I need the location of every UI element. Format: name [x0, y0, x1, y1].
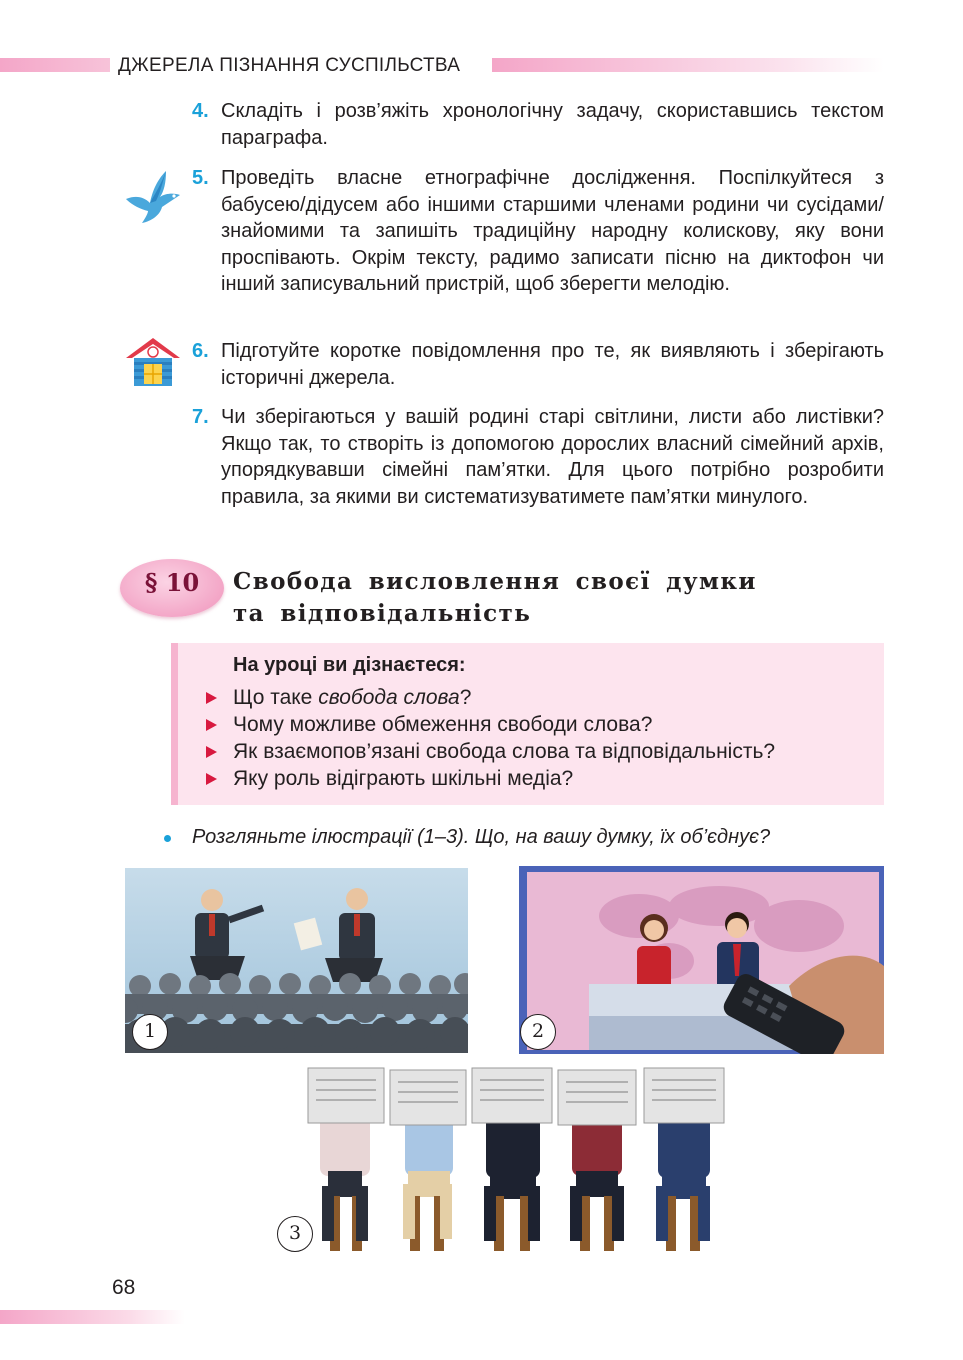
- running-header: ДЖЕРЕЛА ПІЗНАННЯ СУСПІЛЬСТВА: [118, 55, 461, 76]
- footer-band: [0, 1310, 185, 1324]
- learning-heading: На уроці ви дізнаєтеся:: [233, 654, 466, 676]
- illustration-debate: [125, 868, 468, 1053]
- dove-icon: [122, 165, 184, 225]
- learning-list: [200, 684, 775, 792]
- task-5: [192, 165, 884, 298]
- figure-label: 3: [277, 1216, 313, 1252]
- arrow-bullet-icon: [206, 719, 217, 731]
- task-text: Підготуйте коротке повідомлення про те, як виявляють і зберігають історичні джерела.: [221, 340, 884, 389]
- task-text: Складіть і розв’яжіть хронологічну задачу, скориставшись текстом параграфа.: [221, 100, 884, 149]
- illustration-newspaper-readers: [300, 1066, 740, 1256]
- arrow-bullet-icon: [206, 746, 217, 758]
- illustration-news-tv: [519, 866, 884, 1054]
- task-7: [192, 404, 884, 510]
- arrow-bullet-icon: [206, 692, 217, 704]
- figure-label: 2: [520, 1014, 556, 1050]
- task-6: [192, 338, 884, 391]
- task-text: Чи зберігаються у вашій родині старі світлини, листи або листівки? Якщо так, то створіть із допомогою дорослих власний сімейний архів, упорядкувавши сімейні пам’ятки. Для цього потрібно розробити правила, за якими ви систематизуватимете пам’ятки минулого.: [221, 406, 884, 508]
- figure-label: 1: [132, 1014, 168, 1050]
- task-4: [192, 98, 884, 151]
- discussion-question: Розгляньте ілюстрації (1–3). Що, на вашу думку, їх об’єднує?: [192, 826, 771, 848]
- paragraph-title-line2: та відповідальність: [233, 600, 532, 627]
- task-number: 4.: [192, 100, 209, 122]
- page-number: 68: [112, 1276, 136, 1299]
- task-number: 5.: [192, 167, 209, 189]
- house-icon: [124, 336, 182, 388]
- paragraph-title: [233, 566, 833, 630]
- header-band-left: [0, 58, 110, 72]
- list-item: Як взаємопов’язані свобода слова та відповідальність?: [200, 738, 775, 765]
- list-item: Що таке свобода слова?: [200, 684, 775, 711]
- paragraph-title-line1: Свобода висловлення своєї думки: [233, 568, 757, 595]
- task-number: 6.: [192, 340, 209, 362]
- list-item: Яку роль відіграють шкільні медіа?: [200, 765, 775, 792]
- header-band-right: [492, 58, 884, 72]
- arrow-bullet-icon: [206, 773, 217, 785]
- bullet-dot-icon: [164, 835, 171, 842]
- list-item: Чому можливе обмеження свободи слова?: [200, 711, 775, 738]
- task-number: 7.: [192, 406, 209, 428]
- paragraph-number: § 10: [144, 568, 200, 597]
- task-text: Проведіть власне етнографічне дослідження. Поспілкуйтеся з бабусею/дідусем або іншими старшими членами родини чи сусідами/знайомими та запишіть традиційну народну колискову, яку вони проспівають. Окрім тексту, радимо записати пісню на диктофон чи інший записувальний пристрій, щоб зберегти мелодію.: [221, 167, 884, 295]
